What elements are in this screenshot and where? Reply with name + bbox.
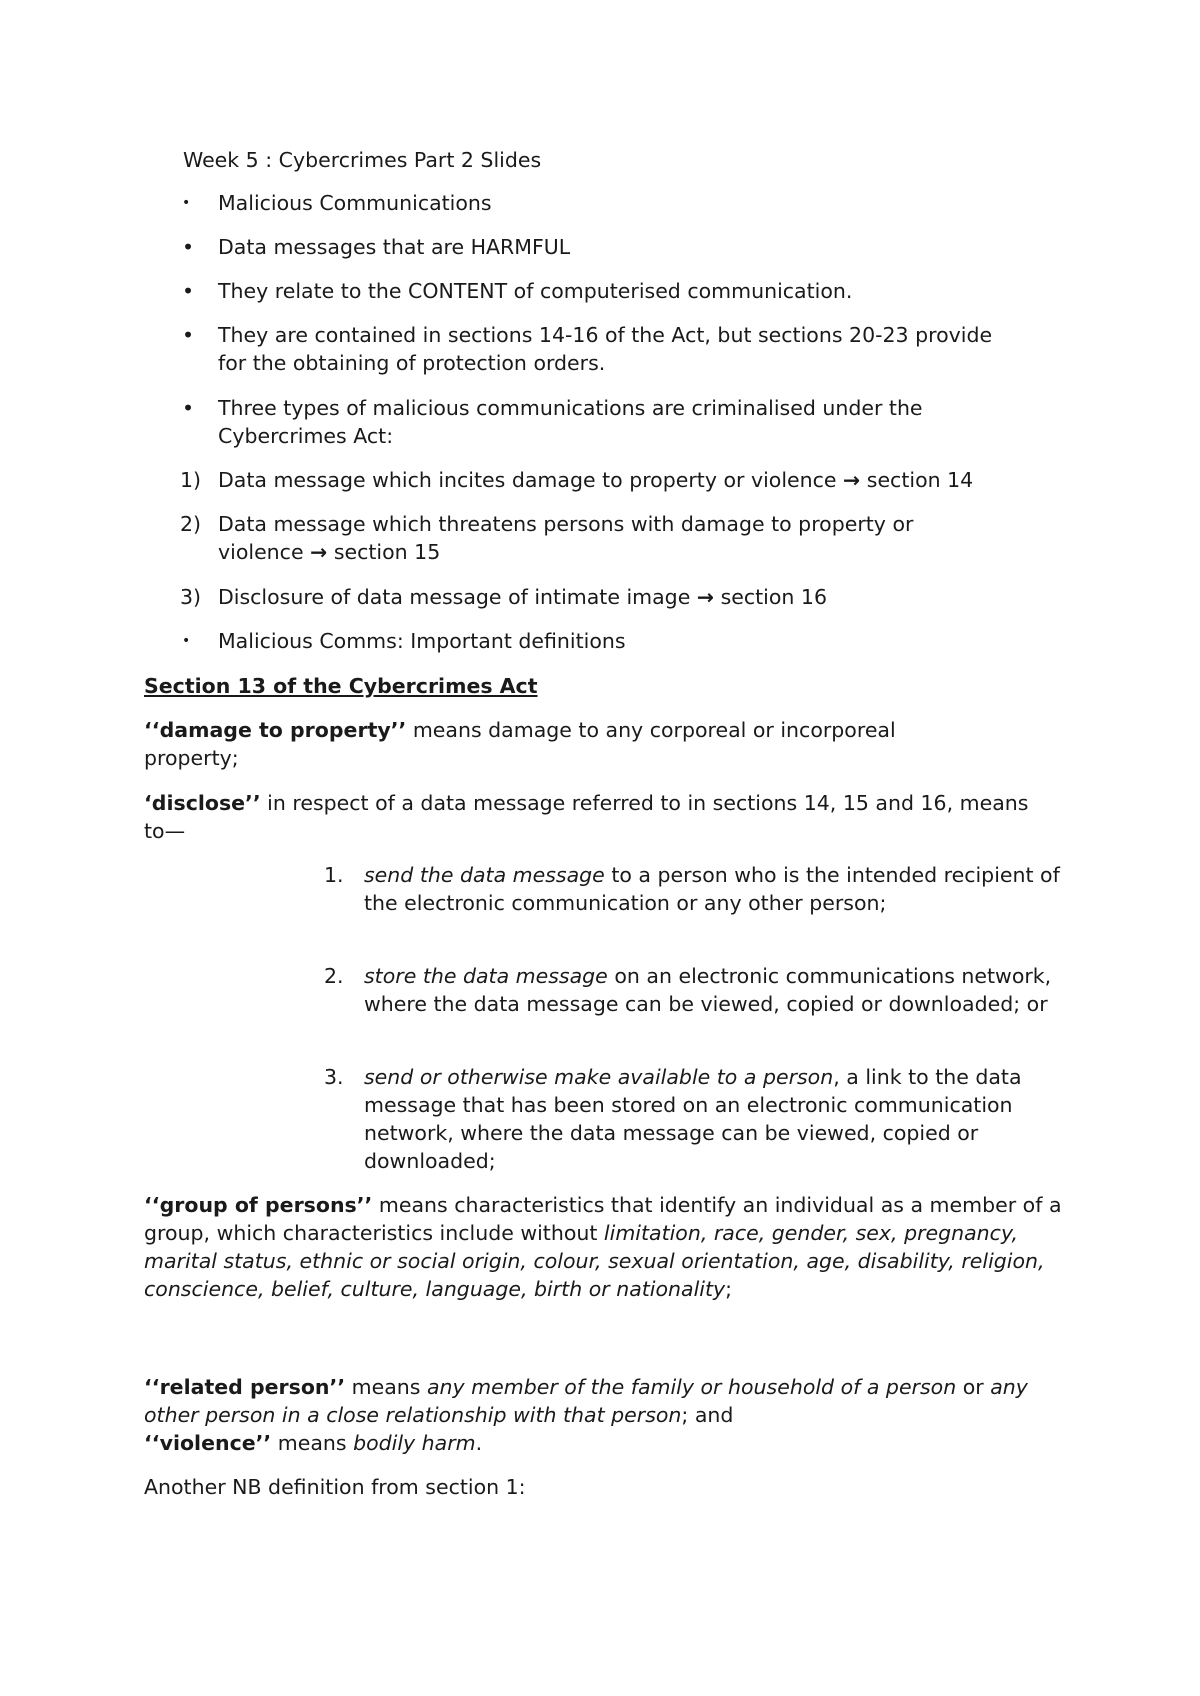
list-number: 2. [324,964,344,988]
list-item: They are contained in sections 14-16 of the Act, but sections 20-23 provide for the obtaining of protection orders. [218,323,993,375]
bullet-icon: • [182,195,191,211]
definition-related-person: ‘‘related person’’ means any member of the family or household of a person or any other person in a close relationship with that person; and [144,1375,1028,1427]
list-number: 1. [324,863,344,887]
list-number: 3. [324,1065,344,1089]
bullet-icon: • [182,323,195,347]
list-item: They relate to the CONTENT of computerised communication. [218,279,853,303]
definition-disclose: ‘disclose’’ in respect of a data message referred to in sections 14, 15 and 16, means to— [144,791,1029,843]
list-number: 1) [180,468,202,492]
arrow-right-icon: → [310,540,328,564]
list-item: send the data message to a person who is the intended recipient of the electronic communication or any other person; [364,863,1060,915]
list-item: send or otherwise make available to a person, a link to the data message that has been stored on an electronic communication network, where the data message can be viewed, copied or downloaded; [364,1065,1022,1173]
list-item: Disclosure of data message of intimate image → section 16 [218,585,827,609]
definition-damage: ‘‘damage to property’’ means damage to any corporeal or incorporeal property; [144,718,896,770]
list-item: Malicious Comms: Important definitions [218,629,626,653]
definition-violence: ‘‘violence’’ means bodily harm. [144,1431,483,1455]
arrow-right-icon: → [696,585,715,609]
bullet-icon: • [182,396,195,420]
list-number: 2) [180,512,202,536]
bullet-icon: • [182,633,191,649]
definition-group-of-persons: ‘‘group of persons’’ means characteristics that identify an individual as a member of a group, which characteristics include without limitation, race, gender, sex, pregnancy, marital status, ethnic or social origin, colour, sexual orientation, age, disability, religion, conscience, belief, culture, language, birth or nationality; [144,1193,1062,1301]
list-item: Data message which incites damage to property or violence → section 14 [218,468,974,492]
closing-paragraph: Another NB definition from section 1: [144,1475,526,1499]
bullet-icon: • [182,279,195,303]
list-item: Data message which threatens persons with damage to property or violence → section 15 [218,512,914,564]
list-item: Three types of malicious communications are criminalised under the Cybercrimes Act: [218,396,923,448]
page-title: Week 5 : Cybercrimes Part 2 Slides [183,148,542,172]
list-number: 3) [180,585,202,609]
list-item: Data messages that are HARMFUL [218,235,571,259]
bullet-icon: • [182,235,195,259]
list-item: Malicious Communications [218,191,492,215]
arrow-right-icon: → [843,468,861,492]
section-heading: Section 13 of the Cybercrimes Act [144,674,538,698]
list-item: store the data message on an electronic communications network, where the data message can be viewed, copied or downloaded; or [364,964,1052,1016]
